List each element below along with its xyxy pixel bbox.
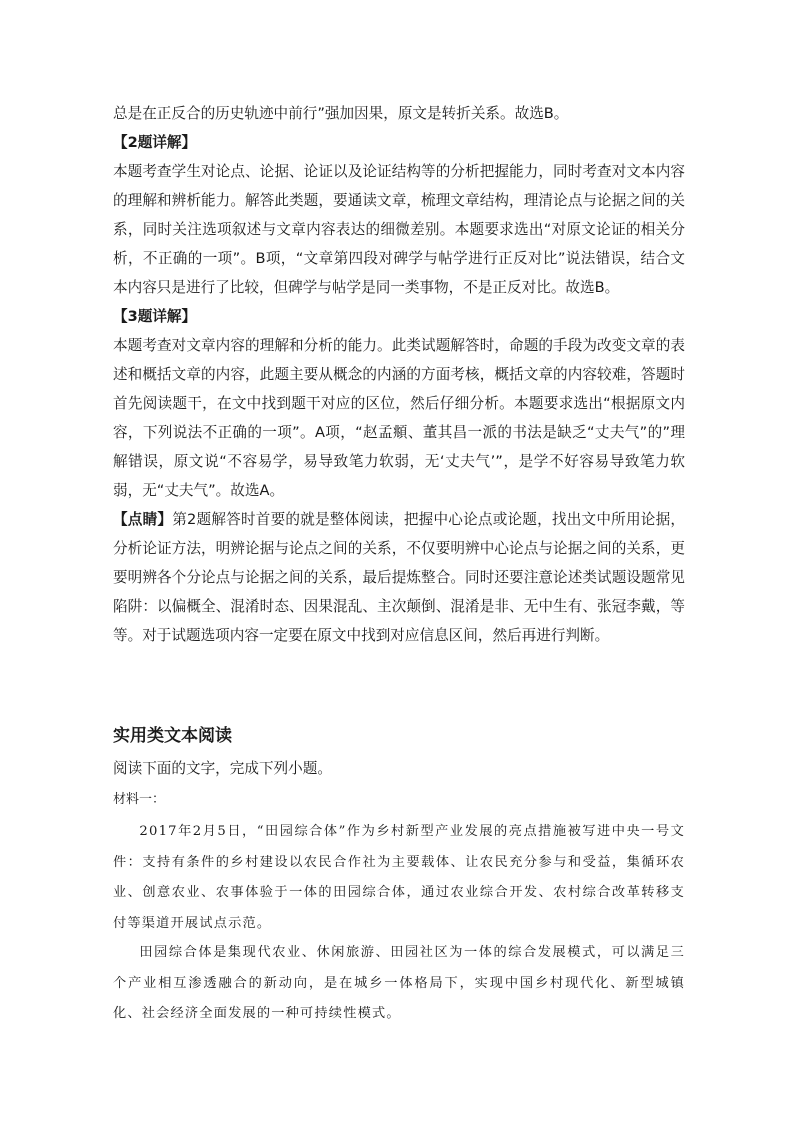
answer-1-conclusion: 总是在正反合的历史轨迹中前行”强加因果，原文是转折关系。故选B。 <box>113 105 569 122</box>
tip-tag: 【点睛】 <box>113 511 173 528</box>
material-paragraph-2: 田园综合体是集现代农业、休闲旅游、田园社区为一体的综合发展模式，可以满足三个产业相互渗透融合的新动向，是在城乡一体格局下，实现中国乡村现代化、新型城镇化、社会经济全面发展的一种可持续性模式。 <box>113 945 685 1021</box>
material-paragraph-1: 2017年2月5日，“田园综合体”作为乡村新型产业发展的亮点措施被写进中央一号文件：支持有条件的乡村建设以农民合作社为主要载体、让农民充分参与和受益，集循环农业、创意农业、农事体验于一体的田园综合体，通过农业综合开发、农村综合改革转移支付等渠道开展试点示范。 <box>113 824 685 931</box>
answer-explanations <box>113 99 685 650</box>
tip-paragraph <box>113 505 685 650</box>
question-3-tag: 【3题详解】 <box>113 308 197 325</box>
section-instruction: 阅读下面的文字，完成下列小题。 <box>113 760 332 777</box>
question-3-explanation: 本题考查对文章内容的理解和分析的能力。此类试题解答时，命题的手段为改变文章的表述和概括文章的内容，此题主要从概念的内涵的方面考核，概括文章的内容较难，答题时首先阅读题干，在文中找到题干对应的区位，然后仔细分析。本题要求选出“根据原文内容，下列说法不正确的一项”。A项，“赵孟頫、董其昌一派的书法是缺乏“丈夫气”的”理解错误，原文说“不容易学，易导致笔力软弱，无‘丈夫气’”，是学不好容易导致笔力软弱，无“丈夫气”。故选A。 <box>113 337 685 499</box>
section-title: 实用类文本阅读 <box>113 726 232 746</box>
question-2-explanation: 本题考查学生对论点、论据、论证以及论证结构等的分析把握能力，同时考查对文本内容的理解和辨析能力。解答此类题，要通读文章，梳理文章结构，理清论点与论据之间的关系，同时关注选项叙述与文章内容表达的细微差别。本题要求选出“对原文论证的相关分析，不正确的一项”。B项，“文章第四段对碑学与帖学进行正反对比”说法错误，结合文本内容只是进行了比较，但碑学与帖学是同一类事物，不是正反对比。故选B。 <box>113 163 685 296</box>
tip-text: 第2题解答时首要的就是整体阅读，把握中心论点或论题，找出文中所用论据，分析论证方法，明辨论据与论点之间的关系，不仅要明辨中心论点与论据之间的关系，更要明辨各个分论点与论据之间的关系，最后提炼整合。同时还要注意论述类试题设题常见陷阱：以偏概全、混淆时态、因果混乱、主次颠倒、混淆是非、无中生有、张冠李戴，等等。对于试题选项内容一定要在原文中找到对应信息区间，然后再进行判断。 <box>113 511 685 644</box>
question-2-heading <box>113 128 685 157</box>
question-2-tag: 【2题详解】 <box>113 134 197 151</box>
question-3-heading <box>113 302 685 331</box>
material-label: 材料一： <box>113 792 166 807</box>
